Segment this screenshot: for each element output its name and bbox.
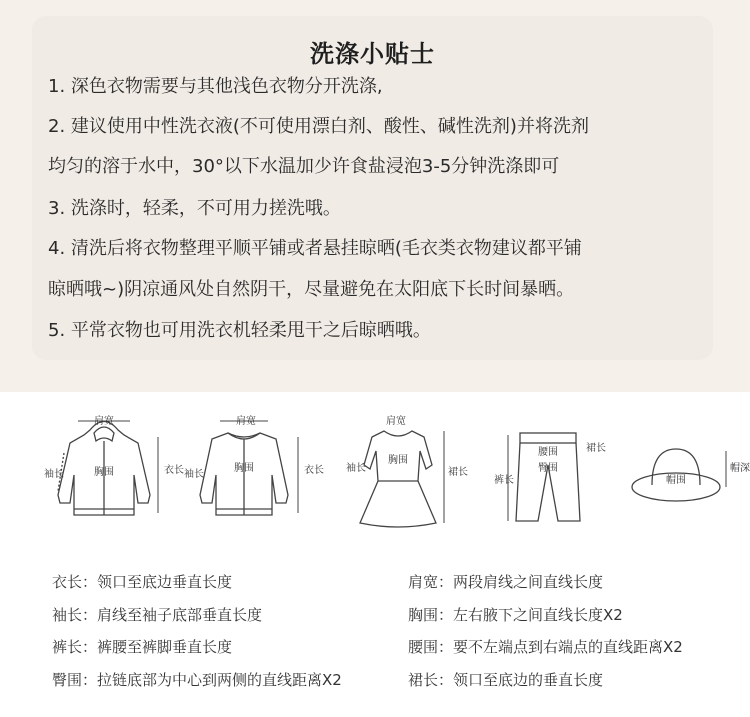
legend-item: 肩宽：两段肩线之间直线长度: [408, 573, 604, 591]
tip-line: 4. 清洗后将衣物整理平顺平铺或者悬挂晾晒(毛衣类衣物建议都平铺: [48, 238, 582, 259]
length-label: 衣长: [304, 465, 324, 476]
hip-label: 臀围: [538, 463, 558, 474]
tip-line: 均匀的溶于水中，30°以下水温加少许食盐浸泡3-5分钟洗涤即可: [48, 156, 560, 177]
legend-item: 袖长：肩线至袖子底部垂直长度: [52, 606, 263, 624]
legend-item: 胸围：左右腋下之间直线长度X2: [408, 606, 623, 624]
length-label: 衣长: [164, 465, 184, 476]
measurement-diagrams: [0, 405, 750, 555]
hat-circ-label: 帽围: [666, 475, 686, 486]
crotch-label: 裙长: [586, 443, 606, 454]
legend-item: 臀围：拉链底部为中心到两侧的直线距离X2: [52, 671, 342, 689]
legend-item: 衣长：领口至底边垂直长度: [52, 573, 233, 591]
tip-line: 晾晒哦~)阴凉通风处自然阴干，尽量避免在太阳底下长时间暴晒。: [48, 279, 575, 300]
shoulder-label: 肩宽: [236, 416, 256, 427]
washing-tips-card: [32, 16, 713, 360]
sleeve-label: 袖长: [346, 463, 366, 474]
chest-label: 胸围: [94, 467, 114, 478]
legend-item: 裤长：裤腰至裤脚垂直长度: [52, 638, 233, 656]
hat-diagram: [626, 405, 750, 555]
hat-depth-label: 帽深: [730, 463, 750, 474]
legend-item: 裙长：领口至底边的垂直长度: [408, 671, 604, 689]
sleeve-label: 袖长: [184, 469, 204, 480]
shoulder-label: 肩宽: [386, 416, 406, 427]
legend-item: 腰围：要不左端点到右端点的直线距离X2: [408, 638, 683, 656]
tip-line: 2. 建议使用中性洗衣液(不可使用漂白剂、酸性、碱性洗剂)并将洗剂: [48, 116, 589, 137]
dress-diagram: [340, 405, 468, 555]
pants-length-label: 裤长: [494, 475, 514, 486]
tip-line: 3. 洗涤时，轻柔，不可用力搓洗哦。: [48, 198, 341, 219]
hoodie-diagram: [38, 405, 184, 555]
waist-label: 腰围: [538, 447, 558, 458]
chest-label: 胸围: [234, 463, 254, 474]
tip-line: 5. 平常衣物也可用洗衣机轻柔甩干之后晾晒哦。: [48, 320, 431, 341]
page-title: 洗涤小贴士: [310, 40, 435, 68]
sleeve-label: 袖长: [44, 469, 64, 480]
top-diagram: [178, 405, 324, 555]
chest-label: 胸围: [388, 455, 408, 466]
shoulder-label: 肩宽: [94, 416, 114, 427]
skirt-label: 裙长: [448, 467, 468, 478]
pants-diagram: [486, 405, 606, 555]
tip-line: 1. 深色衣物需要与其他浅色衣物分开洗涤,: [48, 76, 383, 97]
